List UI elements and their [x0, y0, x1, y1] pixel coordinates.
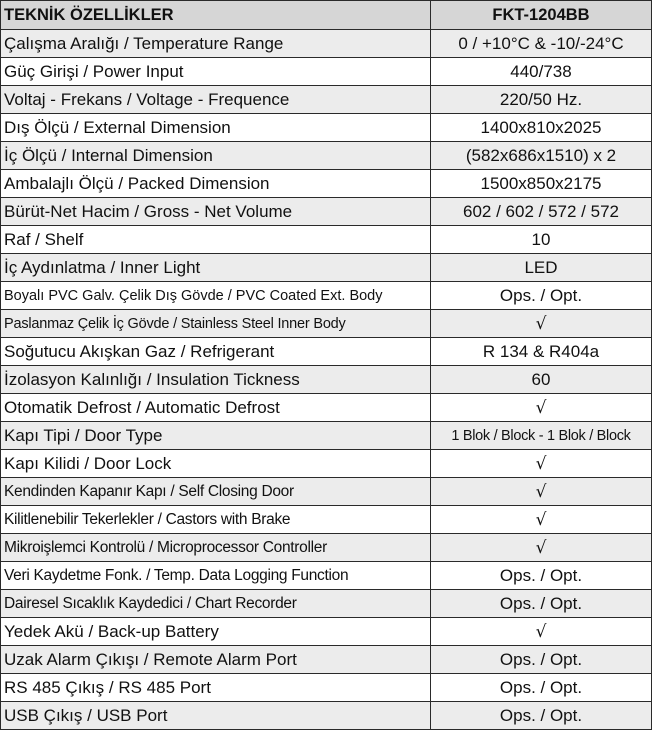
check-icon: √ — [431, 478, 652, 506]
table-row — [1, 618, 652, 646]
spec-label: USB Çıkış / USB Port — [1, 702, 431, 730]
spec-value: Ops. / Opt. — [431, 282, 652, 310]
table-row — [1, 310, 652, 338]
spec-label: Güç Girişi / Power Input — [1, 58, 431, 86]
table-row — [1, 534, 652, 562]
spec-label: Paslanmaz Çelik İç Gövde / Stainless Steel Inner Body — [1, 310, 431, 338]
spec-label: İç Ölçü / Internal Dimension — [1, 142, 431, 170]
check-icon: √ — [431, 394, 652, 422]
header-title: TEKNİK ÖZELLİKLER — [1, 1, 431, 30]
spec-value: 602 / 602 / 572 / 572 — [431, 198, 652, 226]
table-row — [1, 254, 652, 282]
spec-value: Ops. / Opt. — [431, 646, 652, 674]
check-icon: √ — [431, 618, 652, 646]
spec-label: Kilitlenebilir Tekerlekler / Castors with Brake — [1, 506, 431, 534]
spec-label: Otomatik Defrost / Automatic Defrost — [1, 394, 431, 422]
spec-label: Veri Kaydetme Fonk. / Temp. Data Logging Function — [1, 562, 431, 590]
spec-label: Mikroişlemci Kontrolü / Microprocessor Controller — [1, 534, 431, 562]
check-icon: √ — [431, 506, 652, 534]
spec-value: 1400x810x2025 — [431, 114, 652, 142]
spec-label: Çalışma Aralığı / Temperature Range — [1, 30, 431, 58]
spec-value: Ops. / Opt. — [431, 674, 652, 702]
spec-value: 60 — [431, 366, 652, 394]
check-icon: √ — [431, 534, 652, 562]
spec-label: Voltaj - Frekans / Voltage - Frequence — [1, 86, 431, 114]
table-row — [1, 590, 652, 618]
spec-value: Ops. / Opt. — [431, 702, 652, 730]
table-row — [1, 646, 652, 674]
table-row — [1, 226, 652, 254]
header-model: FKT-1204BB — [431, 1, 652, 30]
spec-value: 0 / +10°C & -10/-24°C — [431, 30, 652, 58]
table-row — [1, 450, 652, 478]
table-row — [1, 674, 652, 702]
table-row — [1, 142, 652, 170]
table-row — [1, 30, 652, 58]
spec-label: Boyalı PVC Galv. Çelik Dış Gövde / PVC Coated Ext. Body — [1, 282, 431, 310]
table-row — [1, 114, 652, 142]
spec-value: 440/738 — [431, 58, 652, 86]
spec-label: Uzak Alarm Çıkışı / Remote Alarm Port — [1, 646, 431, 674]
spec-label: Dairesel Sıcaklık Kaydedici / Chart Recorder — [1, 590, 431, 618]
spec-label: Ambalajlı Ölçü / Packed Dimension — [1, 170, 431, 198]
spec-label: Kendinden Kapanır Kapı / Self Closing Door — [1, 478, 431, 506]
table-row — [1, 58, 652, 86]
table-row — [1, 562, 652, 590]
table-row — [1, 394, 652, 422]
spec-value: 10 — [431, 226, 652, 254]
spec-value: Ops. / Opt. — [431, 562, 652, 590]
table-row — [1, 198, 652, 226]
spec-label: Kapı Tipi / Door Type — [1, 422, 431, 450]
table-row — [1, 86, 652, 114]
spec-label: Yedek Akü / Back-up Battery — [1, 618, 431, 646]
table-row — [1, 702, 652, 730]
spec-label: İç Aydınlatma / Inner Light — [1, 254, 431, 282]
spec-label: Kapı Kilidi / Door Lock — [1, 450, 431, 478]
table-row — [1, 478, 652, 506]
check-icon: √ — [431, 310, 652, 338]
table-row — [1, 506, 652, 534]
spec-label: Soğutucu Akışkan Gaz / Refrigerant — [1, 338, 431, 366]
spec-value: 1500x850x2175 — [431, 170, 652, 198]
spec-label: Raf / Shelf — [1, 226, 431, 254]
spec-label: İzolasyon Kalınlığı / Insulation Tickness — [1, 366, 431, 394]
header-row — [1, 1, 652, 30]
table-row — [1, 422, 652, 450]
spec-label: RS 485 Çıkış / RS 485 Port — [1, 674, 431, 702]
spec-value: R 134 & R404a — [431, 338, 652, 366]
check-icon: √ — [431, 450, 652, 478]
spec-value: Ops. / Opt. — [431, 590, 652, 618]
spec-value: (582x686x1510) x 2 — [431, 142, 652, 170]
spec-value: 1 Blok / Block - 1 Blok / Block — [431, 422, 652, 450]
spec-value: 220/50 Hz. — [431, 86, 652, 114]
table-row — [1, 282, 652, 310]
table-row — [1, 170, 652, 198]
spec-label: Bürüt-Net Hacim / Gross - Net Volume — [1, 198, 431, 226]
table-row — [1, 366, 652, 394]
table-row — [1, 338, 652, 366]
spec-label: Dış Ölçü / External Dimension — [1, 114, 431, 142]
spec-value: LED — [431, 254, 652, 282]
